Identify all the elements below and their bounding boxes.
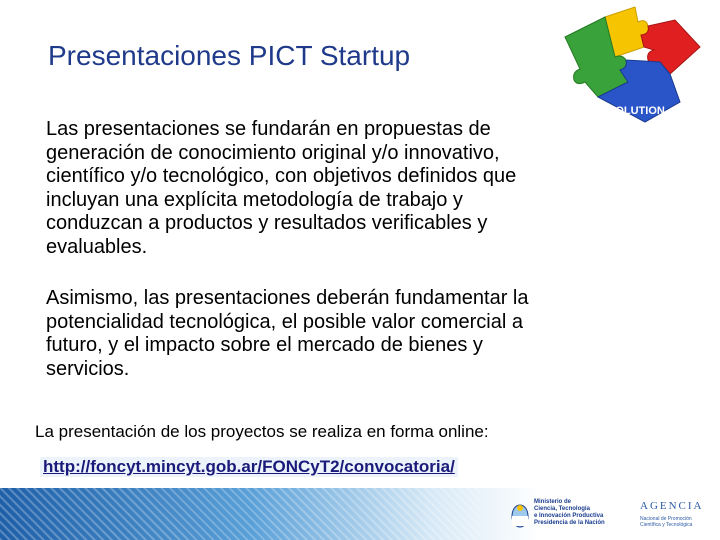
footer-pattern: [0, 488, 480, 540]
puzzle-label: SOLUTION: [608, 105, 665, 117]
slide-title: Presentaciones PICT Startup: [48, 40, 411, 71]
coat-of-arms-icon: [510, 503, 530, 529]
online-submission-note: La presentación de los proyectos se realiza en forma online:: [35, 422, 489, 441]
paragraph-proposals: Las presentaciones se fundarán en propuestas de generación de conocimiento original y/o innovativo, científico y/o tecnológico, con objetivos definidos que incluyan una explícita metodología de trabajo y conduzcan a productos y resultados verificables y evaluables.: [46, 118, 517, 258]
convocatoria-link[interactable]: http://foncyt.mincyt.gob.ar/FONCyT2/convocatoria/: [40, 457, 458, 477]
ministry-text: Ministerio de Ciencia, Tecnología e Innovación Productiva Presidencia de la Nación: [534, 499, 605, 526]
ministry-logo: [510, 495, 615, 535]
paragraph-technology: Asimismo, las presentaciones deberán fundamentar la potencialidad tecnológica, el posible valor comercial a futuro, y el impacto sobre el mercado de bienes y servicios.: [46, 287, 529, 380]
agency-logo-subtitle: Nacional de Promoción Científica y Tecnológica: [640, 516, 693, 528]
agency-logo-name: AGENCIA: [640, 500, 704, 512]
puzzle-solution-graphic: [560, 2, 720, 132]
